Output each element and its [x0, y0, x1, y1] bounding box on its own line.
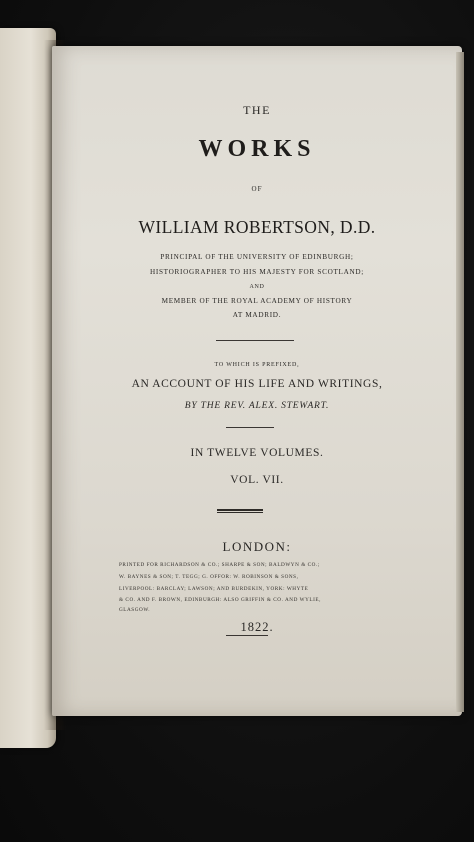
divider-rule [226, 427, 274, 428]
divider-rule [216, 340, 294, 341]
account-line: AN ACCOUNT OF HIS LIFE AND WRITINGS, [131, 378, 383, 390]
title-of: OF [251, 185, 263, 193]
publication-year: 1822. [240, 620, 274, 634]
imprint-line: W. BAYNES & SON; T. TEGG; G. OFFOR: W. ROBINSON & SONS, [119, 574, 299, 580]
year-underline [226, 635, 268, 636]
double-rule-bottom [217, 512, 263, 513]
volumes-line: IN TWELVE VOLUMES. [190, 447, 324, 459]
title-works: WORKS [198, 136, 316, 162]
credential-line: PRINCIPAL OF THE UNIVERSITY OF EDINBURGH; [160, 253, 354, 261]
imprint-line: GLASGOW. [119, 607, 151, 613]
credential-line: HISTORIOGRAPHER TO HIS MAJESTY FOR SCOTLAND; [149, 268, 365, 276]
imprint-line: PRINTED FOR RICHARDSON & CO.; SHARPE & SON; BALDWYN & CO.; [119, 562, 320, 568]
imprint-line: & CO. AND F. BROWN, EDINBURGH: ALSO GRIFFIN & CO. AND WYLIE, [119, 597, 321, 603]
credential-line: AT MADRID. [232, 311, 282, 319]
imprint-line: LIVERPOOL: BARCLAY; LAWSON; AND BURDEKIN, YORK: WHYTE [119, 586, 309, 592]
credential-line: AND [249, 284, 265, 290]
place-of-publication: LONDON: [222, 539, 292, 554]
title-the: THE [243, 103, 271, 117]
author-name: WILLIAM ROBERTSON, D.D. [138, 217, 376, 237]
prefix-line: TO WHICH IS PREFIXED, [214, 362, 300, 368]
double-rule-top [217, 509, 263, 511]
volume-number: VOL. VII. [230, 474, 284, 486]
credential-line: MEMBER OF THE ROYAL ACADEMY OF HISTORY [161, 297, 353, 305]
by-line: BY THE REV. ALEX. STEWART. [184, 401, 330, 411]
